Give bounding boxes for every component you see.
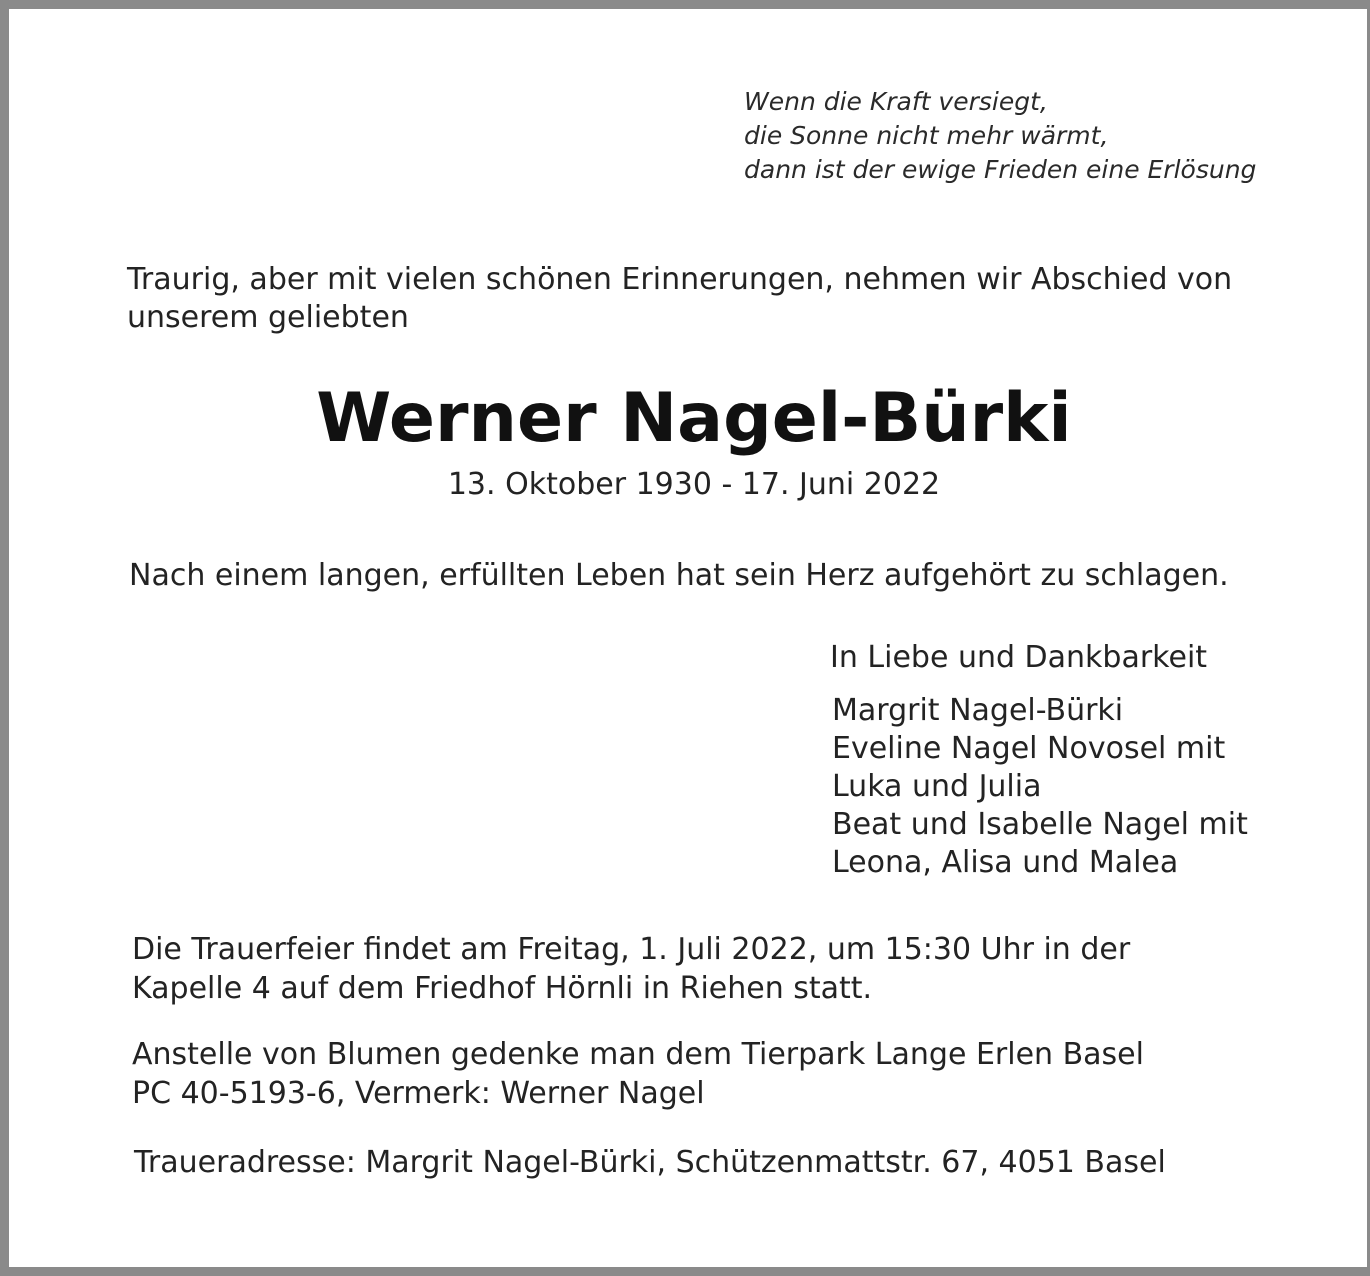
intro-text bbox=[127, 261, 1267, 337]
mourning-address: Traueradresse: Margrit Nagel-Bürki, Schützenmattstr. 67, 4051 Basel bbox=[134, 1145, 1166, 1180]
mourner-line: Beat und Isabelle Nagel mit bbox=[832, 807, 1248, 842]
donation-line: Anstelle von Blumen gedenke man dem Tierpark Lange Erlen Basel bbox=[132, 1037, 1144, 1072]
poem-line: Wenn die Kraft versiegt, bbox=[744, 87, 1048, 116]
service-line: Die Trauerfeier findet am Freitag, 1. Juli 2022, um 15:30 Uhr in der bbox=[132, 932, 1131, 967]
life-dates: 13. Oktober 1930 - 17. Juni 2022 bbox=[447, 467, 941, 502]
poem-verse bbox=[744, 85, 1304, 187]
deceased-name: Werner Nagel-Bürki bbox=[316, 379, 1072, 458]
mourner-line: Leona, Alisa und Malea bbox=[832, 845, 1179, 880]
donation-line: PC 40-5193-6, Vermerk: Werner Nagel bbox=[132, 1076, 705, 1111]
mourner-line: Margrit Nagel-Bürki bbox=[832, 693, 1124, 728]
statement-text: Nach einem langen, erfüllten Leben hat sein Herz aufgehört zu schlagen. bbox=[129, 558, 1229, 593]
mourner-line: Eveline Nagel Novosel mit bbox=[832, 731, 1226, 766]
service-line: Kapelle 4 auf dem Friedhof Hörnli in Riehen statt. bbox=[132, 971, 873, 1006]
mourners-list bbox=[832, 692, 1352, 882]
service-info bbox=[132, 930, 1272, 1008]
poem-line: die Sonne nicht mehr wärmt, bbox=[744, 121, 1109, 150]
mourner-line: Luka und Julia bbox=[832, 769, 1042, 804]
mourners-heading: In Liebe und Dankbarkeit bbox=[830, 640, 1208, 675]
intro-line: Traurig, aber mit vielen schönen Erinnerungen, nehmen wir Abschied von bbox=[127, 262, 1233, 297]
donation-info bbox=[132, 1035, 1272, 1113]
intro-line: unserem geliebten bbox=[127, 300, 409, 335]
poem-line: dann ist der ewige Frieden eine Erlösung bbox=[744, 155, 1257, 184]
